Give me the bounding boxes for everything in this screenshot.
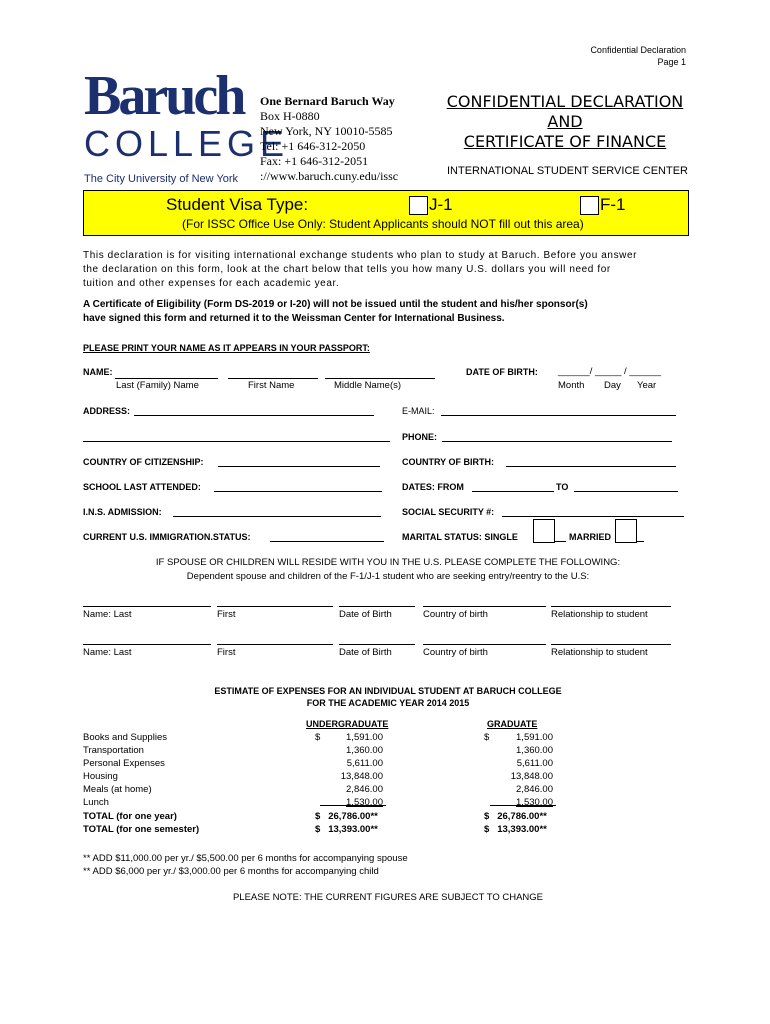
certificate-notice (83, 298, 703, 326)
marital-married-label: MARRIED (569, 532, 611, 542)
g-value: 2,846.00 (516, 784, 553, 795)
citizenship-label: COUNTRY OF CITIZENSHIP: (83, 457, 204, 467)
school-label: SCHOOL LAST ATTENDED: (83, 482, 201, 492)
figures-note: PLEASE NOTE: THE CURRENT FIGURES ARE SUBJECT TO CHANGE (232, 892, 544, 903)
citizenship-field[interactable] (218, 466, 380, 467)
expense-label: Books and Supplies (83, 732, 167, 743)
address-line: New York, NY 10010-5585 (260, 124, 393, 138)
ug-value: 1,530.00 (346, 797, 383, 808)
dates-to-label: TO (556, 482, 569, 492)
total-semester-label: TOTAL (for one semester) (83, 824, 200, 835)
spouse-note: ** ADD $11,000.00 per yr./ $5,500.00 per 6 months for accompanying spouse (83, 853, 408, 864)
expense-row (83, 797, 603, 810)
undergraduate-header: UNDERGRADUATE (306, 719, 389, 729)
marital-single-label: MARITAL STATUS: SINGLE (402, 532, 518, 542)
address-field-2[interactable] (83, 441, 390, 442)
dep1-first-field[interactable] (217, 606, 333, 607)
expense-row (83, 771, 603, 784)
visa-type-label: Student Visa Type: (166, 195, 309, 214)
intro-line: tuition and other expenses for each academic year. (83, 278, 340, 289)
middle-name-caption: Middle Name(s) (334, 380, 402, 391)
dep2-relationship-field[interactable] (551, 644, 671, 645)
dep1-dob-field[interactable] (339, 606, 415, 607)
dep-col-country: Country of birth (423, 609, 488, 620)
dep2-country-field[interactable] (423, 644, 546, 645)
expense-label: Personal Expenses (83, 758, 165, 769)
dep1-relationship-field[interactable] (551, 606, 671, 607)
email-label: E-MAIL: (402, 406, 435, 416)
dep-col-country: Country of birth (423, 647, 488, 658)
expense-row (83, 745, 603, 758)
dep-col-last: Name: Last (83, 609, 132, 620)
first-name-field[interactable] (228, 378, 318, 379)
middle-name-field[interactable] (325, 378, 435, 379)
dep-col-dob: Date of Birth (339, 609, 392, 620)
ssn-label: SOCIAL SECURITY #: (402, 507, 495, 517)
first-name-caption: First Name (248, 380, 295, 391)
immigration-status-field[interactable] (270, 541, 384, 542)
last-name-field[interactable] (115, 378, 218, 379)
dep-col-relationship: Relationship to student (551, 647, 648, 658)
issc-label: INTERNATIONAL STUDENT SERVICE CENTER (446, 165, 689, 177)
year-caption: Year (637, 380, 657, 391)
dep-col-first: First (217, 609, 236, 620)
ug-subtotal-line (320, 805, 386, 806)
g-total-year: $ 26,786.00** (484, 811, 547, 822)
title-line: AND (547, 112, 583, 131)
expense-label: Lunch (83, 797, 109, 808)
dep-col-relationship: Relationship to student (551, 609, 648, 620)
f1-label: F-1 (600, 195, 626, 214)
address-label: ADDRESS: (83, 406, 131, 416)
address-line: Box H-0880 (260, 109, 320, 123)
expense-label: Housing (83, 771, 118, 782)
logo-cuny: The City University of New York (84, 173, 239, 185)
phone-field[interactable] (442, 441, 672, 442)
address-line: Tel: +1 646-312-2050 (260, 139, 366, 153)
g-subtotal-line (490, 805, 556, 806)
confidential-label: Confidential Declaration (590, 45, 686, 55)
dob-label: DATE OF BIRTH: (466, 367, 538, 377)
child-note: ** ADD $6,000 per yr./ $3,000.00 per 6 months for accompanying child (83, 866, 379, 877)
title-line: CERTIFICATE OF FINANCE (463, 132, 667, 151)
address-line: One Bernard Baruch Way (260, 94, 395, 108)
notice-line: A Certificate of Eligibility (Form DS-2019 or I-20) will not be issued until the student and his/her sponsor(s) (83, 299, 588, 310)
birth-country-label: COUNTRY OF BIRTH: (402, 457, 494, 467)
address-block (260, 94, 460, 184)
g-value: 13,848.00 (510, 771, 553, 782)
address-field[interactable] (134, 415, 374, 416)
ug-value: 1,360.00 (346, 745, 383, 756)
g-value: 1,360.00 (516, 745, 553, 756)
j1-label: J-1 (429, 195, 453, 214)
dep-col-dob: Date of Birth (339, 647, 392, 658)
dob-field[interactable]: ______/ _____ / ______ (558, 366, 662, 377)
dep2-dob-field[interactable] (339, 644, 415, 645)
f1-checkbox[interactable] (580, 196, 599, 215)
ins-admission-field[interactable] (173, 516, 381, 517)
ug-value: 2,846.00 (346, 784, 383, 795)
academic-year-title: FOR THE ACADEMIC YEAR 2014 2015 (306, 698, 470, 708)
page-number: Page 1 (657, 57, 686, 67)
email-field[interactable] (441, 415, 676, 416)
g-dollar-sign: $ (484, 732, 490, 743)
ug-total-year: $ 26,786.00** (315, 811, 378, 822)
dependents-description: Dependent spouse and children of the F-1/J-1 student who are seeking entry/reentry to the U.S: (186, 571, 590, 582)
expenses-table (83, 732, 603, 810)
expense-row (83, 732, 603, 745)
name-label: NAME: (83, 367, 113, 377)
j1-checkbox[interactable] (409, 196, 428, 215)
document-title (440, 92, 690, 152)
expense-row (83, 758, 603, 771)
month-caption: Month (558, 380, 585, 391)
dep-col-last: Name: Last (83, 647, 132, 658)
immigration-status-label: CURRENT U.S. IMMIGRATION.STATUS: (83, 532, 251, 542)
expense-label: Meals (at home) (83, 784, 152, 795)
ins-admission-label: I.N.S. ADMISSION: (83, 507, 162, 517)
married-checkbox[interactable] (615, 519, 637, 543)
ug-value: 13,848.00 (340, 771, 383, 782)
g-value: 1,591.00 (516, 732, 553, 743)
dep1-country-field[interactable] (423, 606, 546, 607)
logo-baruch: Baruch (84, 65, 244, 127)
g-total-semester: $ 13,393.00** (484, 824, 547, 835)
ug-total-semester: $ 13,393.00** (315, 824, 378, 835)
intro-line: This declaration is for visiting international exchange students who plan to study at Baruch. Before you answer (83, 250, 638, 261)
day-caption: Day (604, 380, 621, 391)
dates-to-field[interactable] (574, 491, 678, 492)
title-line: CONFIDENTIAL DECLARATION (446, 92, 684, 111)
dep2-last-field[interactable] (83, 644, 211, 645)
intro-paragraph (83, 249, 693, 291)
print-instruction: PLEASE PRINT YOUR NAME AS IT APPEARS IN YOUR PASSPORT: (83, 343, 370, 353)
dep-col-first: First (217, 647, 236, 658)
last-name-caption: Last (Family) Name (116, 380, 199, 391)
ug-dollar-sign: $ (315, 732, 321, 743)
address-line: Fax: +1 646-312-2051 (260, 154, 369, 168)
birth-country-field[interactable] (506, 466, 676, 467)
total-year-label: TOTAL (for one year) (83, 811, 177, 822)
intro-line: the declaration on this form, look at the chart below that tells you how many U.S. dollars you will need for (83, 264, 611, 275)
logo-college: COLLEGE (84, 123, 290, 164)
dep2-first-field[interactable] (217, 644, 333, 645)
office-use-note: (For ISSC Office Use Only: Student Applicants should NOT fill out this area) (182, 217, 584, 231)
g-value: 1,530.00 (516, 797, 553, 808)
g-value: 5,611.00 (516, 758, 553, 769)
graduate-header: GRADUATE (487, 719, 538, 729)
single-checkbox[interactable] (533, 519, 555, 543)
dep1-last-field[interactable] (83, 606, 211, 607)
ug-value: 5,611.00 (346, 758, 383, 769)
expenses-title: ESTIMATE OF EXPENSES FOR AN INDIVIDUAL STUDENT AT BARUCH COLLEGE (214, 686, 562, 696)
ug-value: 1,591.00 (346, 732, 383, 743)
notice-line: have signed this form and returned it to the Weissman Center for International Business. (83, 313, 505, 324)
school-field[interactable] (214, 491, 382, 492)
single-line (554, 541, 566, 542)
website-link[interactable]: ://www.baruch.cuny.edu/issc (260, 169, 399, 183)
phone-label: PHONE: (402, 432, 438, 442)
dates-from-field[interactable] (472, 491, 554, 492)
married-line (636, 541, 644, 542)
expense-row (83, 784, 603, 797)
ssn-field[interactable] (502, 516, 684, 517)
dependents-instruction: IF SPOUSE OR CHILDREN WILL RESIDE WITH YOU IN THE U.S. PLEASE COMPLETE THE FOLLOWING: (155, 557, 621, 568)
dates-from-label: DATES: FROM (402, 482, 464, 492)
visa-type-box (83, 190, 689, 236)
expense-label: Transportation (83, 745, 144, 756)
